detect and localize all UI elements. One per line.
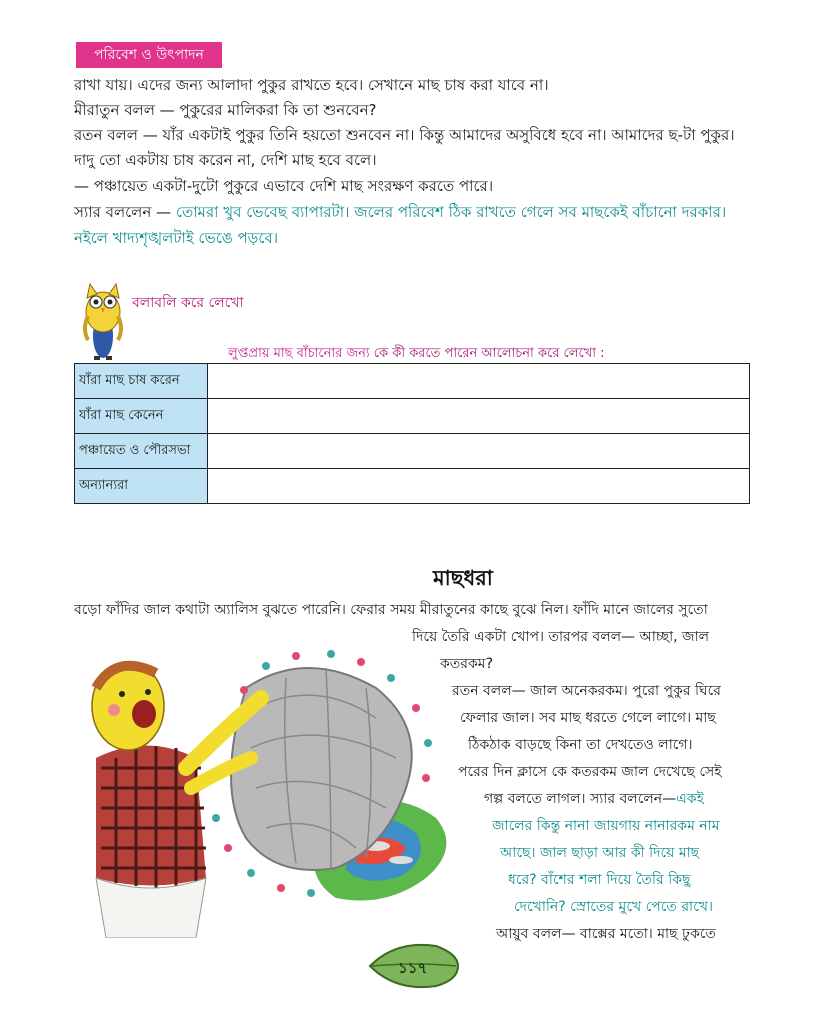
instruction-highlight: লুপ্তপ্রায় মাছ বাঁচানোর জন্য xyxy=(228,346,370,361)
activity-title: বলাবলি করে লেখো xyxy=(132,295,244,311)
sir-statement xyxy=(74,205,758,220)
teal-text: একই xyxy=(676,791,704,807)
body-text: গল্প বলতে লাগল। স্যার বললেন— xyxy=(484,791,677,807)
dialogue-line: রাখা যায়। এদের জন্য আলাদা পুকুর রাখতে হবে। সেখানে মাছ চাষ করা যাবে না। xyxy=(74,76,549,94)
sir-lead: স্যার বললেন — xyxy=(74,203,172,221)
answer-cell[interactable] xyxy=(208,434,750,469)
teal-line: ধরে? বাঁশের শলা দিয়ে তৈরি কিছু xyxy=(508,872,691,888)
discussion-table xyxy=(74,363,750,504)
body-line: আয়ুব বলল— বাক্সের মতো। মাছ ঢুকতে xyxy=(496,926,716,942)
boy-casting-net-illustration xyxy=(56,648,466,938)
body-line: ফেলার জাল। সব মাছ ধরতে গেলে লাগে। মাছ xyxy=(460,710,716,726)
owl-icon xyxy=(78,274,128,362)
chapter-badge: পরিবেশ ও উৎপাদন xyxy=(76,42,222,68)
body-line: দিয়ে তৈরি একটা খোপ। তারপর বলল— আচ্ছা, জাল xyxy=(412,629,710,645)
row-label: যাঁরা মাছ কেনেন xyxy=(75,399,208,434)
table-row xyxy=(75,434,750,469)
answer-cell[interactable] xyxy=(208,364,750,399)
dialogue-line: রতন বলল — যাঁর একটাই পুকুর তিনি হয়তো শুনবেন না। কিন্তু আমাদের অসুবিধে হবে না। আমাদের ছ-টা পুকুর। xyxy=(74,126,735,144)
page-number: ১১৭ xyxy=(398,959,428,977)
row-label: যাঁরা মাছ চাষ করেন xyxy=(75,364,208,399)
body-line: কতরকম? xyxy=(440,656,493,672)
table-row xyxy=(75,399,750,434)
teal-line: আছে। জাল ছাড়া আর কী দিয়ে মাছ xyxy=(500,845,700,861)
table-row xyxy=(75,469,750,504)
sir-line-1: তোমরা খুব ভেবেছ ব্যাপারটা। জলের পরিবেশ ঠিক রাখতে গেলে সব মাছকেই বাঁচানো দরকার। xyxy=(175,203,727,221)
row-label: পঞ্চায়েত ও পৌরসভা xyxy=(75,434,208,469)
sir-line-2: নইলে খাদ্যশৃঙ্খলটাই ভেঙে পড়বে। xyxy=(74,229,279,247)
section-heading: মাছধরা xyxy=(433,566,493,590)
body-line: পরের দিন ক্লাসে কে কতরকম জাল দেখেছে সেই xyxy=(458,764,722,780)
answer-cell[interactable] xyxy=(208,399,750,434)
answer-cell[interactable] xyxy=(208,469,750,504)
table-row xyxy=(75,364,750,399)
dialogue-line: মীরাতুন বলল — পুকুরের মালিকরা কি তা শুনবেন? xyxy=(74,101,377,119)
teal-line: দেখোনি? স্রোতের মুখে পেতে রাখে। xyxy=(514,899,713,915)
teal-line: জালের কিন্তু নানা জায়গায় নানারকম নাম xyxy=(492,818,720,834)
body-line: বড়ো ফাঁদির জাল কথাটা অ্যালিস বুঝতে পারেনি। ফেরার সময় মীরাতুনের কাছে বুঝে নিল। ফাঁদি মানে জালের সুতো xyxy=(74,602,708,618)
row-label: অন্যান্যরা xyxy=(75,469,208,504)
activity-instruction xyxy=(228,344,605,365)
dialogue-line: দাদু তো একটায় চাষ করেন না, দেশি মাছ হবে বলে। xyxy=(74,151,377,169)
dialogue-line: — পঞ্চায়েত একটা-দুটো পুকুরে এভাবে দেশি মাছ সংরক্ষণ করতে পারে। xyxy=(74,177,494,195)
body-line: রতন বলল— জাল অনেকরকম। পুরো পুকুর ঘিরে xyxy=(452,683,721,699)
body-line: ঠিকঠাক বাড়ছে কিনা তা দেখতেও লাগে। xyxy=(468,737,693,753)
body-line xyxy=(484,792,704,806)
instruction-rest: কে কী করতে পারেন আলোচনা করে লেখো : xyxy=(373,346,605,361)
